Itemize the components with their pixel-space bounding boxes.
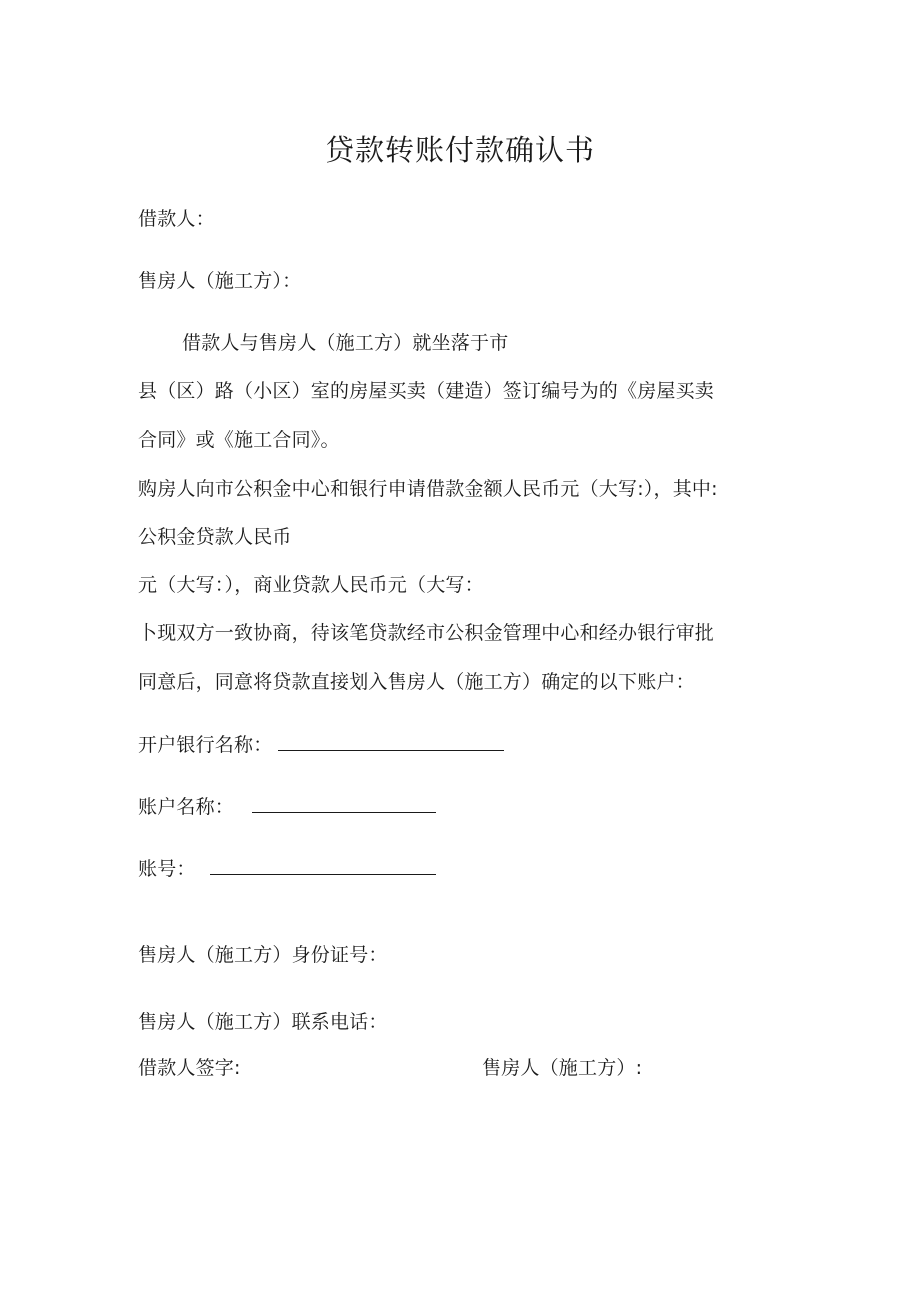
document-title: 贷款转账付款确认书 (324, 133, 595, 167)
account-number-label: 账号： (138, 858, 196, 880)
borrower-signature-label: 借款人签字: (138, 1057, 241, 1079)
bank-name-label: 开户银行名称： (138, 734, 273, 756)
account-name-blank (252, 794, 436, 813)
seller-label: 售房人（施工方）： (138, 270, 302, 292)
seller-id-label: 售房人（施工方）身份证号： (138, 944, 388, 966)
account-name-label: 账户名称： (138, 796, 235, 818)
seller-signature-label: 售房人（施工方）: (482, 1057, 643, 1079)
paragraph1-line1: 借款人与售房人（施工方）就坐落于市 (182, 332, 509, 354)
bank-name-field (138, 732, 504, 757)
account-number-blank (210, 856, 436, 875)
account-name-field (138, 794, 436, 819)
borrower-label: 借款人： (138, 208, 215, 230)
seller-phone-label: 售房人（施工方）联系电话： (138, 1011, 388, 1033)
paragraph2-line2: 公积金贷款人民币 (138, 526, 292, 548)
paragraph2-line1: 购房人向市公积金中心和银行申请借款金额人民币元（大写:），其中: (138, 478, 718, 500)
paragraph2-line4: 卜现双方一致协商，待该笔贷款经市公积金管理中心和经办银行审批 (138, 622, 715, 644)
paragraph1-line3: 合同》或《施工合同》。 (138, 429, 340, 451)
paragraph1-line2: 县（区）路（小区）室的房屋买卖（建造）签订编号为的《房屋买卖 (138, 380, 715, 402)
paragraph2-line5: 同意后，同意将贷款直接划入售房人（施工方）确定的以下账户： (138, 671, 695, 693)
account-number-field (138, 856, 436, 881)
paragraph2-line3: 元（大写：），商业贷款人民币元（大写： (138, 574, 484, 596)
bank-name-blank (278, 732, 504, 751)
